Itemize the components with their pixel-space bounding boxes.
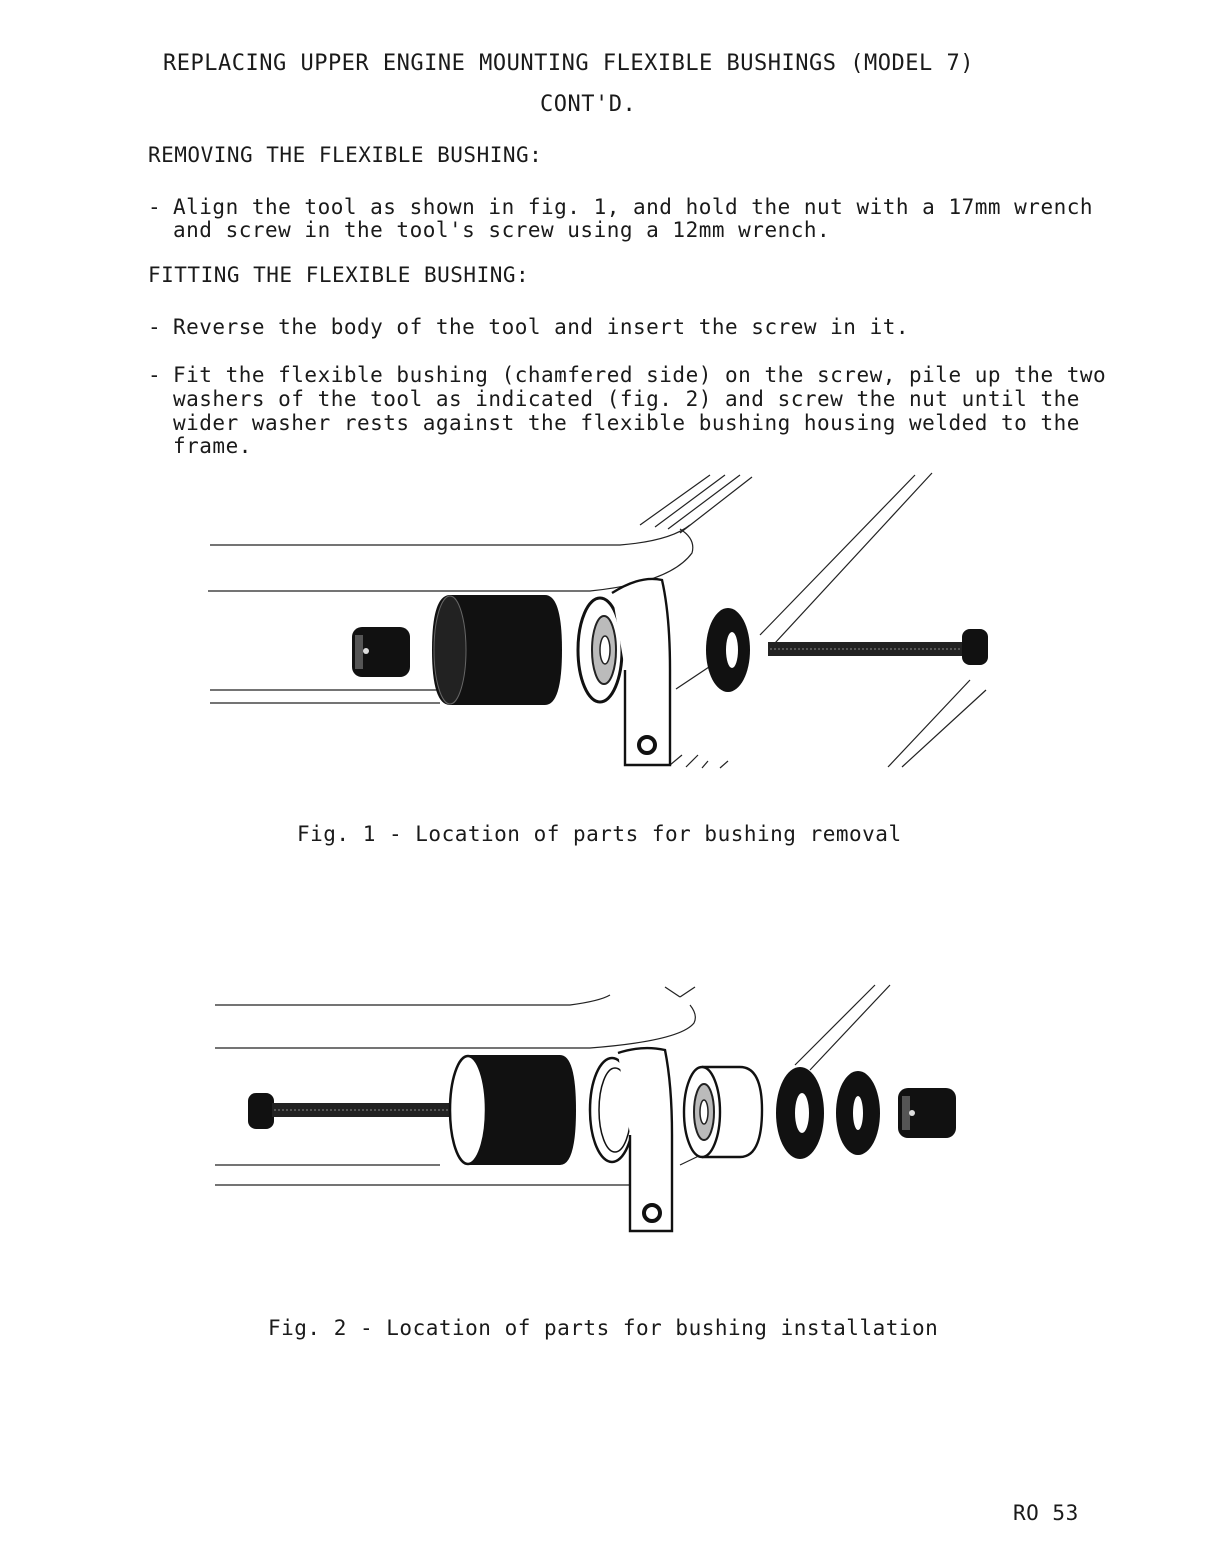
screw-part xyxy=(768,629,988,665)
fitting-step-2-line-1: Fit the flexible bushing (chamfered side) on the screw, pile up the two xyxy=(173,363,1107,387)
fitting-step-2-line-2: washers of the tool as indicated (fig. 2) and screw the nut until the xyxy=(173,387,1080,411)
page-number: RO 53 xyxy=(1013,1501,1079,1525)
fitting-step-1-line-1: Reverse the body of the tool and insert the screw in it. xyxy=(173,315,910,339)
figure-1-caption: Fig. 1 - Location of parts for bushing removal xyxy=(297,822,902,846)
page-title-continued: CONT'D. xyxy=(540,92,637,117)
removing-heading: REMOVING THE FLEXIBLE BUSHING: xyxy=(148,143,543,167)
fitting-step-2-line-4: frame. xyxy=(173,434,252,458)
tool-body-part xyxy=(432,595,562,705)
flexible-bushing-part xyxy=(578,598,622,702)
removing-step-1-line-1: Align the tool as shown in fig. 1, and hold the nut with a 17mm wrench xyxy=(173,195,1094,219)
fitting-step-2-line-3: wider washer rests against the flexible bushing housing welded to the xyxy=(173,411,1080,435)
flexible-bushing-part xyxy=(684,1067,762,1157)
fitting-heading: FITTING THE FLEXIBLE BUSHING: xyxy=(148,263,530,287)
screw-part xyxy=(248,1093,482,1129)
figure-2-caption: Fig. 2 - Location of parts for bushing installation xyxy=(268,1316,939,1340)
removing-step-1-line-2: and screw in the tool's screw using a 12mm wrench. xyxy=(173,218,831,242)
figure-2-illustration xyxy=(210,975,1000,1245)
bullet-dash: - xyxy=(148,315,161,339)
wide-washer-part xyxy=(776,1067,824,1159)
washer-part xyxy=(706,608,750,692)
figure-1-illustration xyxy=(200,465,1000,775)
bullet-dash: - xyxy=(148,195,161,219)
tool-body-part xyxy=(450,1055,576,1165)
bullet-dash: - xyxy=(148,363,161,387)
page-title: REPLACING UPPER ENGINE MOUNTING FLEXIBLE BUSHINGS (MODEL 7) xyxy=(163,51,974,76)
nut-part xyxy=(898,1088,956,1138)
nut-part xyxy=(352,627,410,677)
narrow-washer-part xyxy=(836,1071,880,1155)
